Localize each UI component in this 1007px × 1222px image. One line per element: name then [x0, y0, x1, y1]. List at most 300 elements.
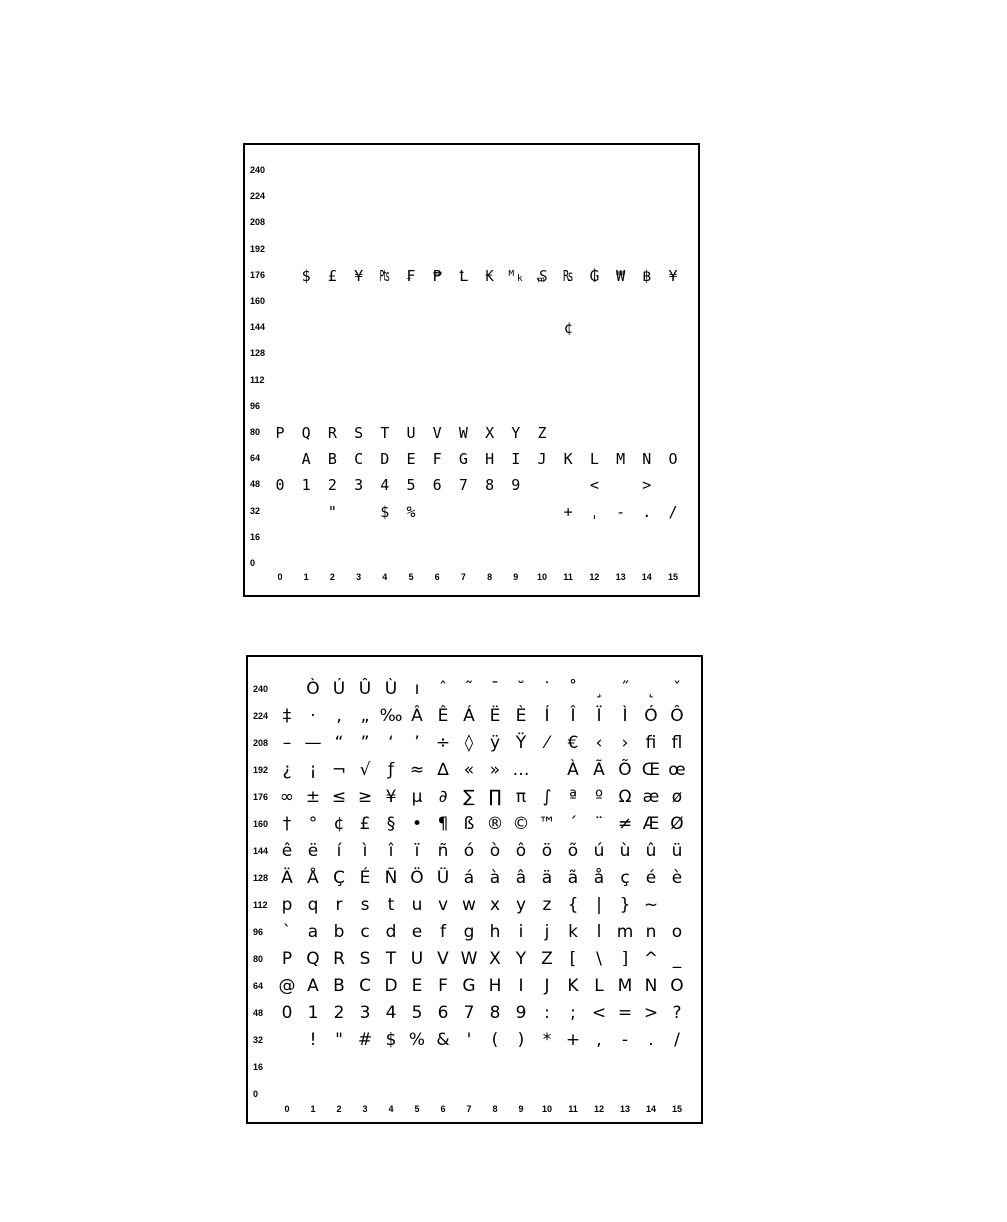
char-cell: ₭: [485, 266, 495, 285]
char-cell: }: [619, 895, 631, 915]
char-cell: Ä: [281, 868, 293, 888]
column-label: 12: [593, 1104, 604, 1114]
char-cell: ₷: [536, 266, 548, 285]
char-cell: ,: [596, 1030, 602, 1050]
char-cell: j: [544, 922, 550, 942]
char-cell: ®: [486, 814, 504, 834]
column-label: 9: [518, 1104, 524, 1114]
char-cell: 5: [411, 1003, 423, 1023]
char-cell: ฿: [642, 266, 652, 285]
char-cell: J: [544, 976, 550, 996]
column-label: 3: [362, 1104, 368, 1114]
char-cell: 8: [489, 1003, 501, 1023]
char-cell: “: [334, 733, 344, 753]
char-cell: L: [589, 450, 599, 469]
char-cell: ˆ: [438, 679, 448, 699]
char-cell: ñ: [437, 841, 449, 861]
char-cell: ∂: [438, 787, 448, 807]
char-cell: N: [642, 450, 652, 469]
char-cell: -: [621, 1030, 629, 1050]
char-cell: Å: [307, 868, 319, 888]
char-cell: ¸: [594, 679, 604, 699]
char-cell: «: [463, 760, 475, 780]
char-cell: ₲: [589, 266, 599, 285]
char-cell: o: [671, 922, 683, 942]
char-cell: û: [645, 841, 657, 861]
char-cell: >: [643, 1003, 659, 1023]
char-cell: 2: [333, 1003, 345, 1023]
column-label: 2: [336, 1104, 342, 1114]
char-cell: Ú: [332, 679, 346, 699]
char-cell: £: [327, 266, 337, 285]
char-cell: ©: [512, 814, 530, 834]
char-cell: E: [411, 976, 423, 996]
char-cell: è: [671, 868, 683, 888]
char-cell: Á: [463, 706, 475, 726]
char-cell: å: [593, 868, 605, 888]
column-label: 9: [513, 572, 519, 582]
char-cell: n: [645, 922, 657, 942]
char-cell: q: [307, 895, 319, 915]
char-cell: I: [518, 976, 524, 996]
char-cell: /: [668, 502, 678, 521]
char-cell: +: [565, 1030, 581, 1050]
char-cell: Ω: [618, 787, 632, 807]
char-cell: ÷: [435, 733, 451, 753]
char-cell: e: [411, 922, 423, 942]
char-cell: Ô: [670, 706, 684, 726]
char-cell: Ü: [436, 868, 450, 888]
row-label: 176: [250, 269, 266, 280]
char-cell: V: [437, 949, 449, 969]
char-cell: ˌ: [589, 502, 599, 521]
char-cell: t: [387, 895, 395, 915]
char-cell: g: [463, 922, 475, 942]
row-label: 192: [253, 765, 269, 775]
char-cell: ≥: [357, 787, 373, 807]
char-cell: D: [380, 450, 390, 469]
char-cell: À: [567, 760, 579, 780]
char-cell: ₩: [616, 266, 626, 285]
char-cell: 6: [432, 476, 442, 495]
char-cell: ∫: [542, 787, 552, 807]
char-cell: â: [515, 868, 527, 888]
char-cell: Y: [515, 949, 527, 969]
column-label: 2: [329, 572, 335, 582]
char-cell: 7: [463, 1003, 475, 1023]
char-cell: &: [436, 1030, 450, 1050]
row-label: 240: [253, 684, 269, 694]
row-label: 48: [250, 479, 261, 490]
row-label: 0: [250, 558, 256, 568]
char-cell: ~: [643, 895, 659, 915]
char-cell: %: [408, 1030, 426, 1050]
char-cell: O: [668, 450, 678, 469]
char-cell: ': [466, 1030, 472, 1050]
char-cell: l: [596, 922, 602, 942]
char-cell: ¢: [563, 319, 573, 338]
char-cell: Í: [544, 706, 550, 726]
column-label: 12: [589, 572, 600, 582]
char-cell: »: [489, 760, 501, 780]
row-label: 224: [250, 191, 266, 202]
char-cell: Q: [306, 949, 320, 969]
char-cell: ˇ: [672, 679, 682, 699]
char-cell: {: [567, 895, 579, 915]
char-cell: ¯: [490, 679, 500, 699]
char-cell: >: [642, 476, 652, 495]
char-cell: ô: [515, 841, 527, 861]
char-cell: F: [438, 976, 448, 996]
row-label: 0: [253, 1089, 259, 1099]
char-cell: 1: [307, 1003, 319, 1023]
char-cell: —: [304, 733, 322, 753]
char-cell: 0: [281, 1003, 293, 1023]
char-cell: ‡: [282, 706, 292, 726]
char-cell: W: [460, 949, 478, 969]
row-label: 32: [250, 505, 261, 516]
char-cell: $: [385, 1030, 397, 1050]
row-label: 128: [250, 348, 266, 359]
column-label: 3: [356, 572, 362, 582]
char-cell: ê: [281, 841, 293, 861]
row-label: 240: [250, 165, 266, 175]
char-cell: $: [380, 502, 390, 521]
char-cell: E: [406, 450, 416, 469]
char-cell: Ÿ: [515, 733, 527, 753]
char-cell: M: [617, 976, 633, 996]
row-label: 80: [253, 954, 264, 964]
char-cell: Õ: [618, 760, 632, 780]
char-cell: ₨: [563, 266, 573, 285]
char-cell: §: [386, 814, 396, 834]
row-label: 144: [253, 846, 269, 856]
column-label: 6: [434, 572, 440, 582]
char-cell: Î: [570, 706, 576, 726]
full-character-table: [246, 655, 703, 1124]
char-cell: „: [360, 706, 370, 726]
column-label: 4: [382, 572, 388, 582]
row-label: 160: [253, 819, 269, 829]
char-cell: †: [282, 814, 292, 834]
char-cell: \: [596, 949, 602, 969]
row-label: 160: [250, 296, 266, 306]
char-cell: ?: [672, 1003, 682, 1023]
char-cell: @: [278, 976, 296, 996]
char-cell: P: [281, 949, 293, 969]
char-cell: ¡: [309, 760, 317, 780]
column-label: 13: [615, 572, 626, 582]
char-cell: ±: [305, 787, 321, 807]
char-cell: k: [568, 922, 578, 942]
char-cell: X: [489, 949, 501, 969]
row-label: 224: [253, 711, 269, 721]
char-cell: ’: [414, 733, 420, 753]
column-label: 13: [619, 1104, 630, 1114]
char-cell: ò: [489, 841, 501, 861]
char-cell: B: [327, 450, 337, 469]
char-cell: !: [309, 1030, 317, 1050]
char-cell: R: [327, 424, 337, 442]
char-cell: ƒ: [388, 760, 394, 780]
char-cell: M: [616, 450, 626, 469]
row-label: 16: [253, 1062, 264, 1072]
char-cell: w: [462, 895, 476, 915]
char-cell: Œ: [641, 760, 661, 780]
char-cell: ﬂ: [671, 733, 683, 753]
char-cell: Ã: [593, 760, 605, 780]
char-cell: £: [359, 814, 371, 834]
char-cell: *: [542, 1030, 552, 1050]
column-label: 0: [284, 1104, 290, 1114]
char-cell: Y: [511, 424, 521, 442]
char-cell: -: [616, 502, 626, 521]
row-label: 48: [253, 1008, 264, 1018]
char-cell: ë: [307, 841, 319, 861]
char-cell: í: [336, 841, 342, 861]
char-cell: X: [485, 424, 495, 442]
char-cell: •: [411, 814, 423, 834]
column-label: 5: [408, 572, 414, 582]
char-cell: ö: [541, 841, 553, 861]
column-label: 1: [310, 1104, 316, 1114]
char-cell: º: [594, 787, 603, 807]
char-cell: €: [567, 733, 579, 753]
char-cell: d: [385, 922, 397, 942]
char-cell: ◊: [464, 733, 474, 753]
row-label: 32: [253, 1035, 264, 1045]
char-cell: Q: [301, 424, 311, 442]
char-cell: m: [616, 922, 634, 942]
char-cell: B: [333, 976, 345, 996]
char-cell: T: [380, 424, 390, 442]
char-cell: ]: [621, 949, 629, 969]
char-cell: [: [569, 949, 577, 969]
char-cell: Ê: [437, 706, 449, 726]
char-cell: ó: [463, 841, 475, 861]
column-label: 10: [536, 572, 547, 582]
row-label: 208: [253, 738, 269, 748]
char-cell: ≈: [409, 760, 425, 780]
char-cell: ∞: [279, 787, 295, 807]
char-cell: O: [670, 976, 684, 996]
char-cell: %: [406, 502, 416, 521]
column-label: 11: [563, 572, 573, 582]
column-label: 14: [645, 1104, 656, 1114]
char-cell: 9: [511, 476, 521, 495]
char-cell: ‰: [379, 706, 403, 726]
char-cell: ”: [360, 733, 370, 753]
char-cell: ˙: [542, 679, 552, 699]
char-cell: ‚: [336, 706, 342, 726]
char-cell: ": [327, 502, 337, 521]
char-cell: à: [489, 868, 501, 888]
row-label: 192: [250, 243, 266, 254]
char-cell: N: [644, 976, 658, 996]
char-cell: ˝: [620, 679, 630, 699]
column-label: 7: [460, 572, 466, 582]
char-cell: P: [275, 424, 285, 442]
char-cell: Ç: [333, 868, 345, 888]
char-cell: C: [359, 976, 371, 996]
char-cell: s: [360, 895, 370, 915]
char-cell: J: [537, 450, 547, 469]
char-cell: H: [488, 976, 502, 996]
char-cell: y: [515, 895, 527, 915]
char-cell: H: [485, 450, 495, 469]
char-cell: ÿ: [489, 733, 501, 753]
char-cell: È: [515, 706, 527, 726]
row-label: 144: [250, 322, 266, 333]
char-cell: ^: [643, 949, 659, 969]
char-cell: :: [544, 1003, 550, 1023]
char-cell: r: [335, 895, 343, 915]
char-cell: z: [542, 895, 552, 915]
char-cell: ä: [541, 868, 553, 888]
char-cell: Æ: [642, 814, 660, 834]
char-cell: 6: [437, 1003, 449, 1023]
column-label: 1: [303, 572, 309, 582]
char-cell: a: [307, 922, 319, 942]
char-cell: .: [648, 1030, 654, 1050]
char-cell: _: [672, 949, 682, 969]
char-cell: Ù: [384, 679, 398, 699]
char-cell: Ñ: [384, 868, 398, 888]
column-label: 5: [414, 1104, 420, 1114]
char-cell: ∑: [463, 787, 475, 807]
char-cell: ₱: [432, 266, 442, 285]
char-cell: ª: [568, 787, 577, 807]
char-cell: Ì: [622, 706, 628, 726]
char-cell: ∆: [437, 760, 449, 780]
char-cell: 4: [385, 1003, 397, 1023]
char-cell: 7: [458, 476, 468, 495]
char-cell: Ꝉ: [459, 266, 468, 285]
char-cell: Ø: [670, 814, 684, 834]
char-cell: L: [594, 976, 604, 996]
char-cell: 5: [406, 476, 416, 495]
row-label: 80: [250, 427, 261, 437]
char-cell: U: [410, 949, 424, 969]
char-cell: <: [591, 1003, 607, 1023]
char-cell: ú: [593, 841, 605, 861]
char-cell: 2: [327, 476, 337, 495]
char-cell: É: [359, 868, 371, 888]
char-cell: A: [301, 450, 311, 469]
column-label: 15: [671, 1104, 682, 1114]
char-cell: ı: [414, 679, 420, 699]
char-cell: c: [360, 922, 370, 942]
char-cell: ˛: [646, 679, 656, 699]
char-cell: 3: [354, 476, 364, 495]
char-cell: W: [458, 424, 468, 442]
char-cell: G: [458, 450, 468, 469]
char-cell: ¿: [282, 760, 292, 780]
char-cell: `: [282, 922, 292, 942]
char-cell: Ö: [410, 868, 424, 888]
char-cell: F: [432, 450, 442, 469]
char-cell: ø: [671, 787, 683, 807]
column-label: 10: [541, 1104, 552, 1114]
char-cell: ¶: [437, 814, 449, 834]
row-label: 112: [250, 374, 265, 385]
char-cell: I: [511, 450, 521, 469]
char-cell: C: [354, 450, 364, 469]
char-cell: x: [489, 895, 501, 915]
row-label: 208: [250, 217, 266, 228]
char-cell: ·: [310, 706, 316, 726]
char-cell: ï: [414, 841, 420, 861]
char-cell: K: [567, 976, 579, 996]
char-cell: ì: [362, 841, 368, 861]
char-cell: ≠: [617, 814, 633, 834]
column-label: 0: [277, 572, 283, 582]
char-cell: ¢: [333, 814, 345, 834]
column-label: 6: [440, 1104, 446, 1114]
row-label: 128: [253, 873, 269, 883]
char-cell: S: [359, 949, 371, 969]
char-cell: é: [645, 868, 657, 888]
row-label: 64: [250, 453, 261, 464]
char-cell: ¬: [331, 760, 347, 780]
char-cell: ‘: [388, 733, 394, 753]
char-cell: 3: [359, 1003, 371, 1023]
char-cell: f: [440, 922, 446, 942]
char-cell: ˚: [568, 679, 578, 699]
char-cell: i: [518, 922, 524, 942]
char-cell: D: [384, 976, 398, 996]
char-cell: 0: [275, 476, 285, 495]
char-cell: R: [333, 949, 345, 969]
char-cell: Â: [411, 706, 423, 726]
char-cell: ᴹₖ: [506, 266, 525, 285]
char-cell: ₣: [406, 266, 416, 285]
char-cell: (: [491, 1030, 499, 1050]
char-cell: Z: [541, 949, 553, 969]
char-cell: 9: [515, 1003, 527, 1023]
char-cell: ﬁ: [645, 733, 657, 753]
row-label: 96: [253, 927, 264, 937]
char-cell: v: [437, 895, 449, 915]
char-cell: G: [462, 976, 476, 996]
char-cell: +: [563, 502, 573, 521]
char-cell: Ï: [596, 706, 602, 726]
char-cell: 8: [485, 476, 495, 495]
char-cell: á: [463, 868, 475, 888]
row-label: 176: [253, 792, 269, 802]
char-cell: S: [354, 424, 364, 442]
char-cell: ˘: [516, 679, 526, 699]
char-cell: µ: [411, 787, 423, 807]
char-cell: ‹: [595, 733, 603, 753]
char-cell: ˜: [464, 679, 474, 699]
char-cell: =: [617, 1003, 633, 1023]
char-cell: ™: [538, 814, 556, 834]
row-label: 112: [253, 900, 268, 910]
column-label: 11: [568, 1104, 578, 1114]
char-cell: ¥: [385, 787, 397, 807]
char-cell: ç: [620, 868, 630, 888]
char-cell: –: [282, 733, 292, 753]
char-cell: õ: [567, 841, 579, 861]
char-cell: Z: [537, 424, 547, 442]
char-cell: Û: [358, 679, 372, 699]
char-cell: Ó: [644, 706, 658, 726]
char-cell: V: [432, 424, 442, 442]
char-cell: .: [642, 502, 652, 521]
char-cell: ã: [567, 868, 579, 888]
char-cell: $: [301, 266, 311, 285]
